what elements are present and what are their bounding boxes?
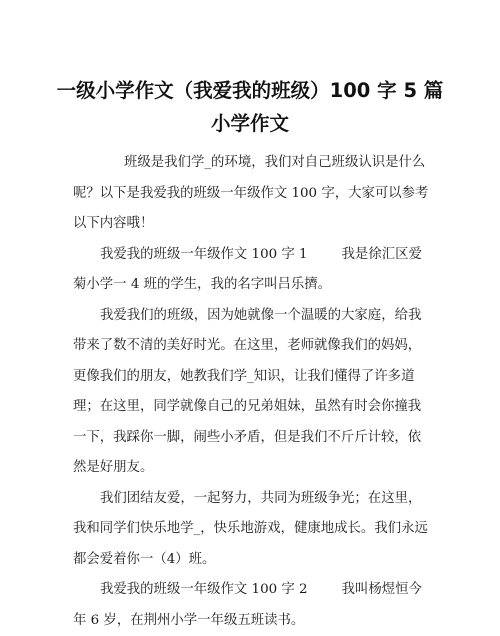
document-title [40,74,460,140]
essay-2-heading: 我爱我的班级一年级作文 100 字 2 [100,582,308,597]
essay-1-heading: 我爱我的班级一年级作文 100 字 1 [100,246,308,262]
essay-1-paragraph-3: 我们团结友爱，一起努力，共同为班级争光；在这里，我和同学们快乐地学_，快乐地游戏，健康地成长。我们永远都会爱着你一（4）班。 [73,490,428,567]
essay-2-first-paragraph [73,575,433,636]
document-body [73,148,433,636]
essay-2-opening: 我叫杨煜恒今年 6 岁，在荆州小学一年级五班读书。 [73,582,422,628]
essay-1-opening: 我是徐汇区爱菊小学一 4 班的学生，我的名字叫吕乐擠。 [73,246,422,292]
title-line-2: 小学作文 [210,112,289,135]
intro-paragraph: 班级是我们学_的环境，我们对自己班级认识是什么呢？以下是我爱我的班级一年级作文 100 字，大家可以参考以下内容哦！ [73,155,429,231]
title-line-1: 一级小学作文（我爱我的班级）100 字 5 篇 [56,79,444,102]
essay-1-paragraph-2: 我爱我们的班级，因为她就像一个温暖的大家庭，给我带来了数不清的美好时光。在这里，老师就像我们的妈妈，更像我们的朋友，她教我们学_知识，让我们懂得了许多道理；在这里，同学就像自己的兄弟姐妹，虽然有时会你撞我一下，我踩你一脚，闹些小矛盾，但是我们不斤斤计较，依然是好朋友。 [73,307,422,475]
essay-1-first-paragraph [73,240,433,301]
